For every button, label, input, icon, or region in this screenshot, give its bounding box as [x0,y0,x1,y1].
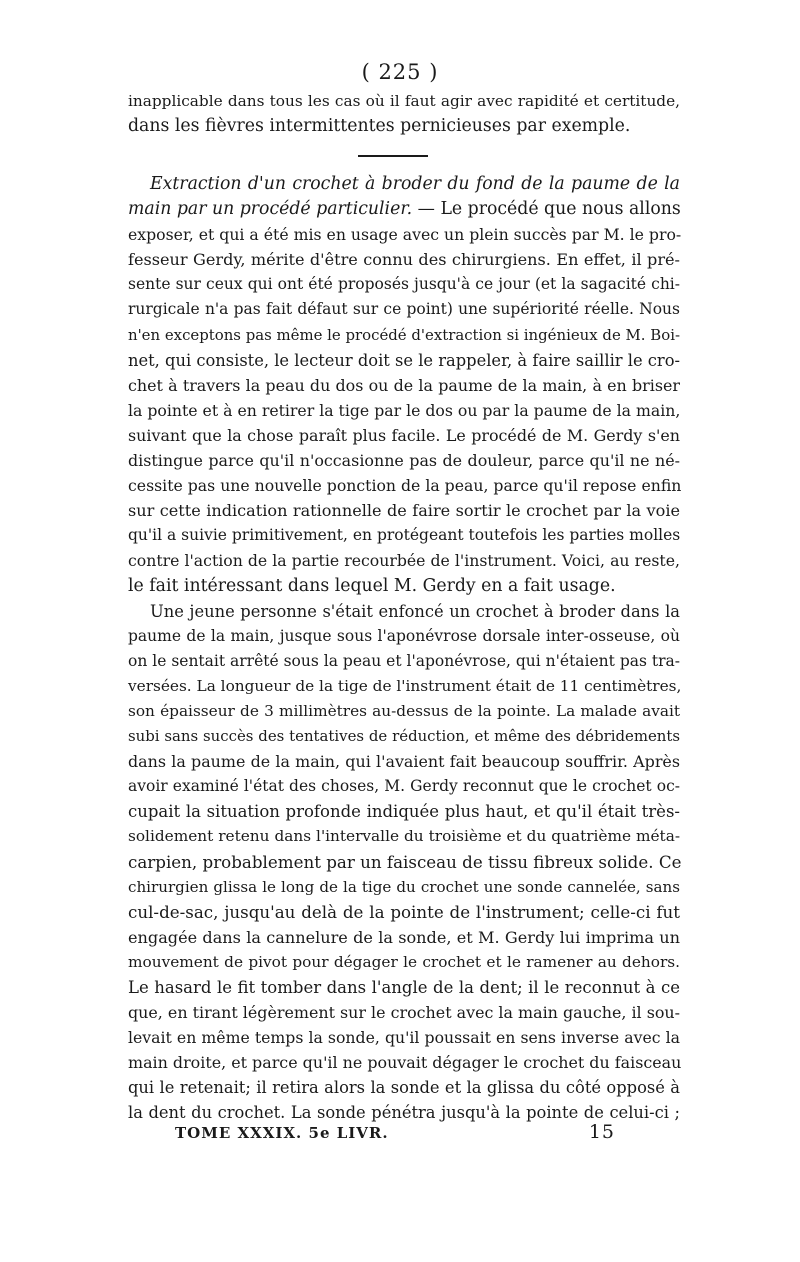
text-line: mouvement de pivot pour dégager le crochet et le ramener au dehors. [128,952,680,971]
text-line: que, en tirant légèrement sur le crochet avec la main gauche, il sou- [128,1003,681,1023]
text-line: son épaisseur de 3 millimètres au-dessus de la pointe. La malade avait [128,701,680,720]
text-line: versées. La longueur de la tige de l'instrument était de 11 centimètres, [128,676,682,695]
text-line: n'en exceptons pas même le procédé d'extraction si ingénieux de M. Boi- [128,325,680,344]
signature-mark: 15 [588,1121,615,1143]
text-line: le fait intéressant dans lequel M. Gerdy en a fait usage. [128,575,616,596]
text-line: chet à travers la peau du dos ou de la paume de la main, à en briser [128,375,680,395]
text-line: la dent du crochet. La sonde pénétra jusqu'à la pointe de celui-ci ; [128,1103,680,1123]
text-line: chirurgien glissa le long de la tige du crochet une sonde cannelée, sans [128,877,680,896]
text-line: sente sur ceux qui ont été proposés jusqu'à ce jour (et la sagacité chi- [128,275,680,294]
text-line: avoir examiné l'état des choses, M. Gerdy reconnut que le crochet oc- [128,777,680,796]
text-line: carpien, probablement par un faisceau de tissu fibreux solide. Ce [128,851,682,872]
section-title-continuation [128,197,680,222]
section-title: Extraction d'un crochet à broder du fond de la paume de la [150,174,680,194]
page-footer [175,1121,615,1143]
text-line: subi sans succès des tentatives de réduction, et même des débridements [128,727,680,746]
text-line: exposer, et qui a été mis en usage avec un plein succès par M. le pro- [128,225,682,245]
section-divider [358,155,428,157]
section-intro: — Le procédé que nous allons [412,199,681,220]
text-line: engagée dans la cannelure de la sonde, et M. Gerdy lui imprima un [128,927,680,947]
page-number: ( 225 ) [361,60,439,84]
section-title-end: main par un procédé particulier. [128,199,413,220]
text-line: inapplicable dans tous les cas où il faut agir avec rapidité et certitude, [128,92,680,110]
text-line: Le hasard le fit tomber dans l'angle de la dent; il le reconnut à ce [128,978,680,997]
main-text [128,172,680,1126]
text-line: levait en même temps la sonde, qu'il poussait en sens inverse avec la [128,1028,680,1048]
text-line: la pointe et à en retirer la tige par le dos ou par la paume de la main, [128,400,681,420]
text-line: net, qui consiste, le lecteur doit se le rappeler, à faire saillir le cro- [128,350,680,370]
text-line: main droite, et parce qu'il ne pouvait dégager le crochet du faisceau [128,1053,682,1073]
text-line: qu'il a suivie primitivement, en protégeant toutefois les parties molles [128,526,681,545]
text-line: rurgicale n'a pas fait défaut sur ce point) une supériorité réelle. Nous [128,300,680,319]
text-line: solidement retenu dans l'intervalle du troisième et du quatrième méta- [128,827,680,846]
text-line: sur cette indication rationnelle de faire sortir le crochet par la voie [128,501,680,521]
text-line: qui le retenait; il retira alors la sonde et la glissa du côté opposé à [128,1078,680,1098]
text-line: cupait la situation profonde indiquée plus haut, et qu'il était très- [128,802,680,822]
text-line: dans les fièvres intermittentes pernicieuses par exemple. [128,116,631,137]
top-paragraph [128,89,680,139]
text-line: distingue parce qu'il n'occasionne pas de douleur, parce qu'il ne né- [128,451,680,471]
text-line: fesseur Gerdy, mérite d'être connu des chirurgiens. En effet, il pré- [128,250,680,270]
text-line: paume de la main, jusque sous l'aponévrose dorsale inter-osseuse, où [128,626,680,645]
text-line: cessite pas une nouvelle ponction de la peau, parce qu'il repose enfin [128,476,682,496]
text-line: dans la paume de la main, qui l'avaient fait beaucoup souffrir. Après [128,752,680,772]
volume-label: TOME XXXIX. 5e LIVR. [175,1124,389,1142]
text-line: cul-de-sac, jusqu'au delà de la pointe de l'instrument; celle-ci fut [128,901,680,922]
text-line: suivant que la chose paraît plus facile. Le procédé de M. Gerdy s'en [128,425,680,445]
text-line: Une jeune personne s'était enfoncé un crochet à broder dans la [150,601,680,621]
text-line: contre l'action de la partie recourbée de l'instrument. Voici, au reste, [128,551,680,571]
text-line: on le sentait arrêté sous la peau et l'aponévrose, qui n'étaient pas tra- [128,651,680,670]
